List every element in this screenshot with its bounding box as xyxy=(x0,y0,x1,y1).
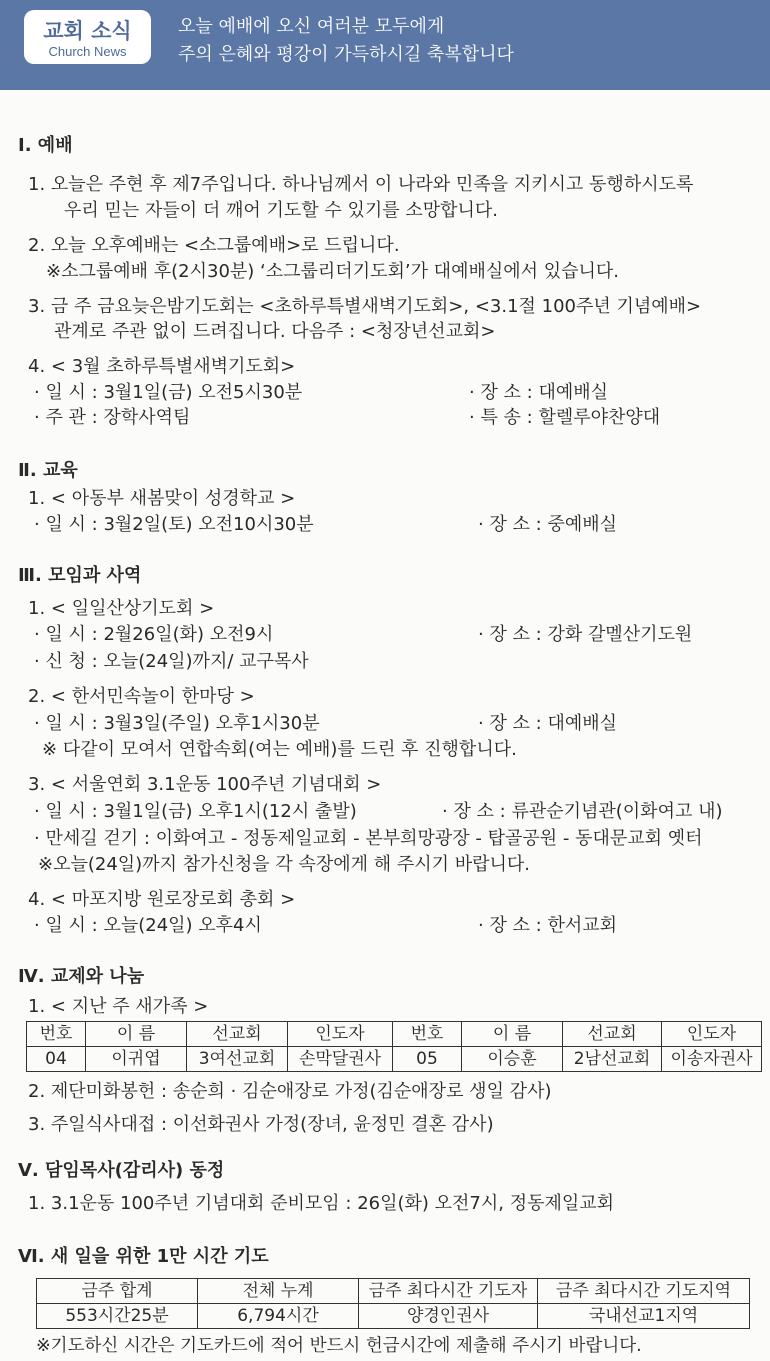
table-header: 전체 누계 xyxy=(198,1279,359,1304)
church-news-logo xyxy=(24,10,151,64)
section-4-heading: Ⅳ. 교제와 나눔 xyxy=(18,966,145,987)
table-header: 이 름 xyxy=(462,1022,563,1047)
s3-item1-title: 1. < 일일산상기도회 > xyxy=(28,598,215,619)
s3-item1-time: · 일 시 : 2월26일(화) 오전9시 xyxy=(34,624,274,645)
s1-item3-line1: 3. 금 주 금요늦은밤기도회는 <초하루특별새벽기도회>, <3.1절 100주년 기념예배> xyxy=(28,296,702,317)
table-header: 금주 최다시간 기도자 xyxy=(359,1279,538,1304)
s5-item1: 1. 3.1운동 100주년 기념대회 준비모임 : 26일(화) 오전7시, 정동제일교회 xyxy=(28,1193,615,1214)
greeting-line-1: 오늘 예배에 오신 여러분 모두에게 xyxy=(178,16,445,37)
s1-item4-host: · 주 관 : 장학사역팀 xyxy=(34,407,191,428)
table-header: 선교회 xyxy=(187,1022,288,1047)
table-cell: 손막달권사 xyxy=(288,1047,393,1072)
section-1-heading: Ⅰ. 예배 xyxy=(18,135,73,156)
table-header-row xyxy=(37,1279,750,1304)
table-cell: 2남선교회 xyxy=(563,1047,662,1072)
s3-item3-place: · 장 소 : 류관순기념관(이화여고 내) xyxy=(442,801,723,822)
s2-item1-time: · 일 시 : 3월2일(토) 오전10시30분 xyxy=(34,514,314,535)
s1-item3-line2: 관계로 주관 없이 드려집니다. 다음주 : <청장년선교회> xyxy=(54,321,496,342)
s1-item1-line2: 우리 믿는 자들이 더 깨어 기도할 수 있기를 소망합니다. xyxy=(64,200,499,221)
s6-note: ※기도하신 시간은 기도카드에 적어 반드시 헌금시간에 제출해 주시기 바랍니다. xyxy=(36,1336,642,1356)
table-cell: 이승훈 xyxy=(462,1047,563,1072)
table-cell: 553시간25분 xyxy=(37,1304,198,1329)
s1-item4-place: · 장 소 : 대예배실 xyxy=(469,382,609,403)
logo-subtitle: Church News xyxy=(48,44,127,59)
greeting-line-2: 주의 은혜와 평강이 가득하시길 축복합니다 xyxy=(178,44,514,65)
table-cell: 05 xyxy=(393,1047,462,1072)
header-banner xyxy=(0,0,770,90)
s3-item4-time: · 일 시 : 오늘(24일) 오후4시 xyxy=(34,915,262,936)
section-2-heading: Ⅱ. 교육 xyxy=(18,460,78,481)
table-cell: 04 xyxy=(27,1047,86,1072)
table-cell: 이송자권사 xyxy=(662,1047,762,1072)
table-cell: 3여선교회 xyxy=(187,1047,288,1072)
table-cell: 6,794시간 xyxy=(198,1304,359,1329)
s1-item2-line1: 2. 오늘 오후예배는 <소그룹예배>로 드립니다. xyxy=(28,235,400,256)
s4-item1-title: 1. < 지난 주 새가족 > xyxy=(28,996,209,1017)
table-header: 금주 최다시간 기도지역 xyxy=(538,1279,750,1304)
table-header: 인도자 xyxy=(662,1022,762,1047)
s1-item1-line1: 1. 오늘은 주현 후 제7주입니다. 하나님께서 이 나라와 민족을 지키시고 동행하시도록 xyxy=(28,174,694,195)
s4-item2: 2. 제단미화봉헌 : 송순희 · 김순애장로 가정(김순애장로 생일 감사) xyxy=(28,1081,552,1102)
s2-item1-place: · 장 소 : 중예배실 xyxy=(478,514,618,535)
s3-item3-note: ※오늘(24일)까지 참가신청을 각 속장에게 해 주시기 바랍니다. xyxy=(38,854,531,875)
s3-item4-place: · 장 소 : 한서교회 xyxy=(478,915,618,936)
table-header: 번호 xyxy=(27,1022,86,1047)
new-family-table xyxy=(26,1021,762,1072)
s1-item4-song: · 특 송 : 할렐루야찬양대 xyxy=(469,407,661,428)
table-cell: 국내선교1지역 xyxy=(538,1304,750,1329)
s1-item4-title: 4. < 3월 초하루특별새벽기도회> xyxy=(28,356,296,377)
s3-item1-place: · 장 소 : 강화 갈멜산기도원 xyxy=(478,624,693,645)
s3-item2-title: 2. < 한서민속놀이 한마당 > xyxy=(28,686,255,707)
s1-item2-note: ※소그룹예배 후(2시30분) ‘소그룹리더기도회’가 대예배실에서 있습니다. xyxy=(46,261,620,282)
s3-item3-walk: · 만세길 걷기 : 이화여고 - 정동제일교회 - 본부희망광장 - 탑골공원 - 동대문교회 옛터 xyxy=(34,828,703,849)
table-header: 번호 xyxy=(393,1022,462,1047)
s1-item4-time: · 일 시 : 3월1일(금) 오전5시30분 xyxy=(34,382,303,403)
table-header: 금주 합계 xyxy=(37,1279,198,1304)
table-header: 이 름 xyxy=(86,1022,187,1047)
table-row xyxy=(27,1047,762,1072)
table-cell: 양경인권사 xyxy=(359,1304,538,1329)
s4-item3: 3. 주일식사대접 : 이선화권사 가정(장녀, 윤정민 결혼 감사) xyxy=(28,1114,494,1135)
section-5-heading: Ⅴ. 담임목사(감리사) 동정 xyxy=(18,1160,225,1181)
s3-item4-title: 4. < 마포지방 원로장로회 총회 > xyxy=(28,889,296,910)
s3-item1-apply: · 신 청 : 오늘(24일)까지/ 교구목사 xyxy=(34,651,309,672)
prayer-time-table xyxy=(36,1278,750,1329)
table-header: 선교회 xyxy=(563,1022,662,1047)
s3-item2-note: ※ 다같이 모여서 연합속회(여는 예배)를 드린 후 진행합니다. xyxy=(42,739,517,760)
s3-item3-time: · 일 시 : 3월1일(금) 오후1시(12시 출발) xyxy=(34,801,357,822)
table-header-row xyxy=(27,1022,762,1047)
logo-title: 교회 소식 xyxy=(43,19,132,43)
s3-item3-title: 3. < 서울연회 3.1운동 100주년 기념대회 > xyxy=(28,774,382,795)
section-6-heading: Ⅵ. 새 일을 위한 1만 시간 기도 xyxy=(18,1246,269,1267)
section-3-heading: Ⅲ. 모임과 사역 xyxy=(18,565,142,586)
s2-item1-title: 1. < 아동부 새봄맞이 성경학교 > xyxy=(28,488,296,509)
table-cell: 이귀엽 xyxy=(86,1047,187,1072)
table-row xyxy=(37,1304,750,1329)
s3-item2-time: · 일 시 : 3월3일(주일) 오후1시30분 xyxy=(34,713,320,734)
s3-item2-place: · 장 소 : 대예배실 xyxy=(478,713,618,734)
table-header: 인도자 xyxy=(288,1022,393,1047)
